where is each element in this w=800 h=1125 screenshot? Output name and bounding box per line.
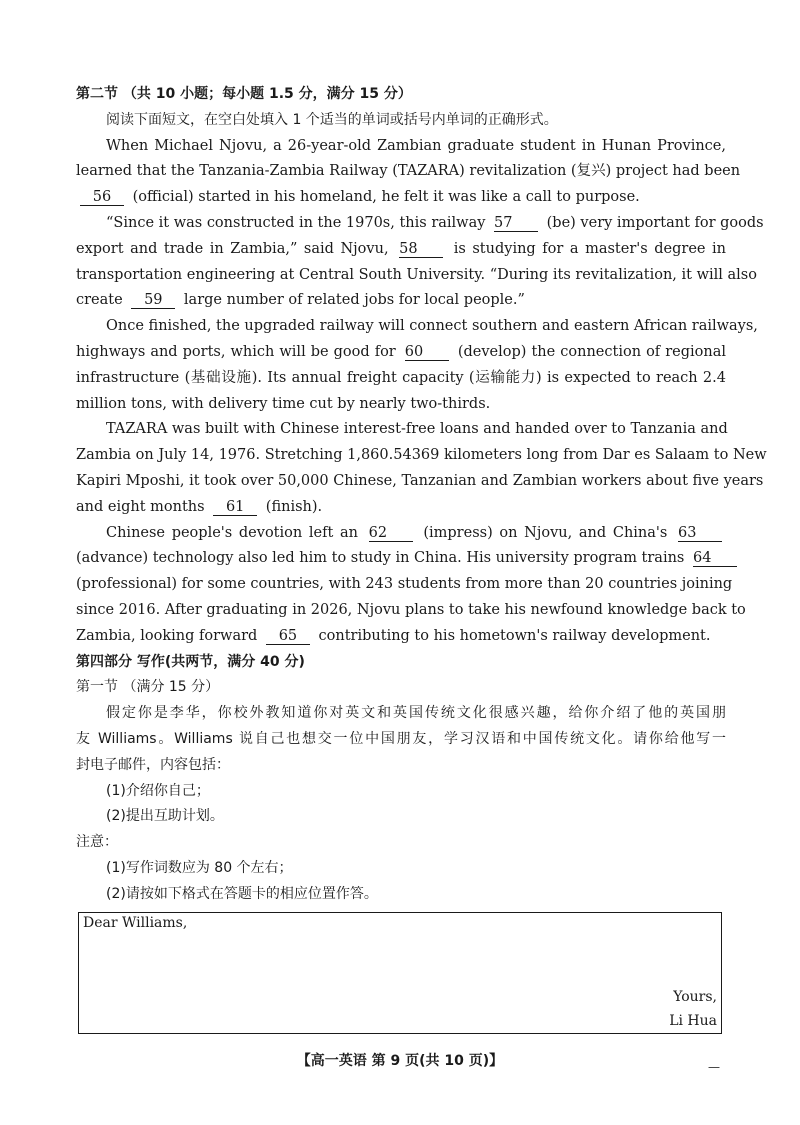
page-footer: 【高一英语 第 9 页(共 10 页)】 [296, 1053, 504, 1069]
p2-line2-after: is studying for a master's degree in [453, 240, 727, 257]
p2-line4-before: create [76, 292, 123, 309]
task-line2: 友 Williams。Williams 说自己也想交一位中国朋友，学习汉语和中国传统文化。请你给他写一 [76, 730, 726, 747]
p5-line5-after: contributing to his hometown's railway development. [318, 627, 711, 644]
note-item2: (2)请按如下格式在答题卡的相应位置作答。 [106, 885, 378, 902]
p2-line1 [76, 211, 764, 237]
p2-line1-after: (be) very important for goods [546, 214, 764, 231]
p5-line4: since 2016. After graduating in 2026, Njovu plans to take his newfound knowledge back to [76, 601, 746, 618]
p2-line4-after: large number of related jobs for local people.” [183, 292, 525, 309]
p2-line2 [76, 237, 726, 263]
blank-57: 57 [494, 215, 538, 232]
p4-line4 [76, 495, 726, 521]
p5-line5 [76, 624, 726, 650]
document-page [76, 82, 767, 908]
p4-line4-before: and eight months [76, 498, 205, 515]
p3-line2-before: highways and ports, which will be good for [76, 343, 396, 360]
p3-line2-after: (develop) the connection of regional [457, 343, 726, 360]
p3-line3: infrastructure (基础设施). Its annual freight capacity (运输能力) is expected to reach 2.4 [76, 369, 726, 386]
footer-mark: — [708, 1060, 720, 1074]
blank-62: 62 [369, 525, 413, 542]
blank-60: 60 [405, 344, 449, 361]
letter-closing: Yours, [673, 989, 717, 1005]
p5-line5-before: Zambia, looking forward [76, 627, 258, 644]
p1-line3 [76, 185, 726, 211]
p3-line2 [76, 340, 726, 366]
task-line3: 封电子邮件，内容包括： [76, 756, 230, 773]
note-item1: (1)写作词数应为 80 个左右； [106, 859, 293, 876]
part4-section1: 第一节 （满分 15 分） [76, 679, 220, 696]
section2-instruction: 阅读下面短文，在空白处填入 1 个适当的单词或括号内单词的正确形式。 [106, 111, 558, 128]
p1-line2: learned that the Tanzania-Zambia Railway (TAZARA) revitalization (复兴) project had been [76, 163, 741, 180]
task-item1: (1)介绍你自己； [106, 782, 210, 799]
p1-line1: When Michael Njovu, a 26-year-old Zambian graduate student in Hunan Province, [106, 137, 726, 154]
p4-line1: TAZARA was built with Chinese interest-free loans and handed over to Tanzania and [106, 421, 728, 438]
note-label: 注意： [76, 834, 118, 851]
part4-heading: 第四部分 写作(共两节，满分 40 分) [76, 653, 305, 670]
letter-signature: Li Hua [669, 1013, 717, 1029]
p4-line3: Kapiri Mposhi, it took over 50,000 Chinese, Tanzanian and Zambian workers about five years [76, 472, 764, 489]
task-line1: 假定你是李华，你校外教知道你对英文和英国传统文化很感兴趣，给你介绍了他的英国朋 [106, 705, 726, 722]
section2-heading: 第二节 （共 10 小题；每小题 1.5 分，满分 15 分） [76, 86, 412, 102]
p2-line3: transportation engineering at Central South University. “During its revitalization, it will also [76, 266, 757, 283]
p5-line2-before: (advance) technology also led him to study in China. His university program trains [76, 550, 685, 567]
p4-line4-after: (finish). [265, 498, 323, 515]
blank-65: 65 [266, 628, 310, 645]
p5-line1-mid: (impress) on Njovu, and China's [423, 524, 668, 541]
task-item2: (2)提出互助计划。 [106, 808, 224, 825]
answer-format-box [78, 912, 722, 1034]
p2-line4 [76, 288, 726, 314]
blank-58: 58 [399, 241, 443, 258]
p1-line3-text: (official) started in his homeland, he felt it was like a call to purpose. [132, 189, 640, 206]
p3-line4: million tons, with delivery time cut by nearly two-thirds. [76, 395, 491, 412]
p5-line1-before: Chinese people's devotion left an [106, 524, 358, 541]
blank-61: 61 [213, 499, 257, 516]
p2-line1-before: “Since it was constructed in the 1970s, this railway [106, 214, 486, 231]
blank-64: 64 [693, 550, 737, 567]
letter-greeting: Dear Williams, [83, 915, 188, 931]
blank-56: 56 [80, 189, 124, 206]
p5-line2 [76, 546, 726, 572]
p5-line1 [76, 521, 726, 547]
p5-line3: (professional) for some countries, with 243 students from more than 20 countries joining [76, 576, 733, 593]
p4-line2: Zambia on July 14, 1976. Stretching 1,860.54369 kilometers long from Dar es Salaam to New [76, 447, 767, 464]
blank-59: 59 [131, 292, 175, 309]
p3-line1: Once finished, the upgraded railway will connect southern and eastern African railways, [106, 318, 758, 335]
p2-line2-before: export and trade in Zambia,” said Njovu, [76, 240, 389, 257]
blank-63: 63 [678, 525, 722, 542]
